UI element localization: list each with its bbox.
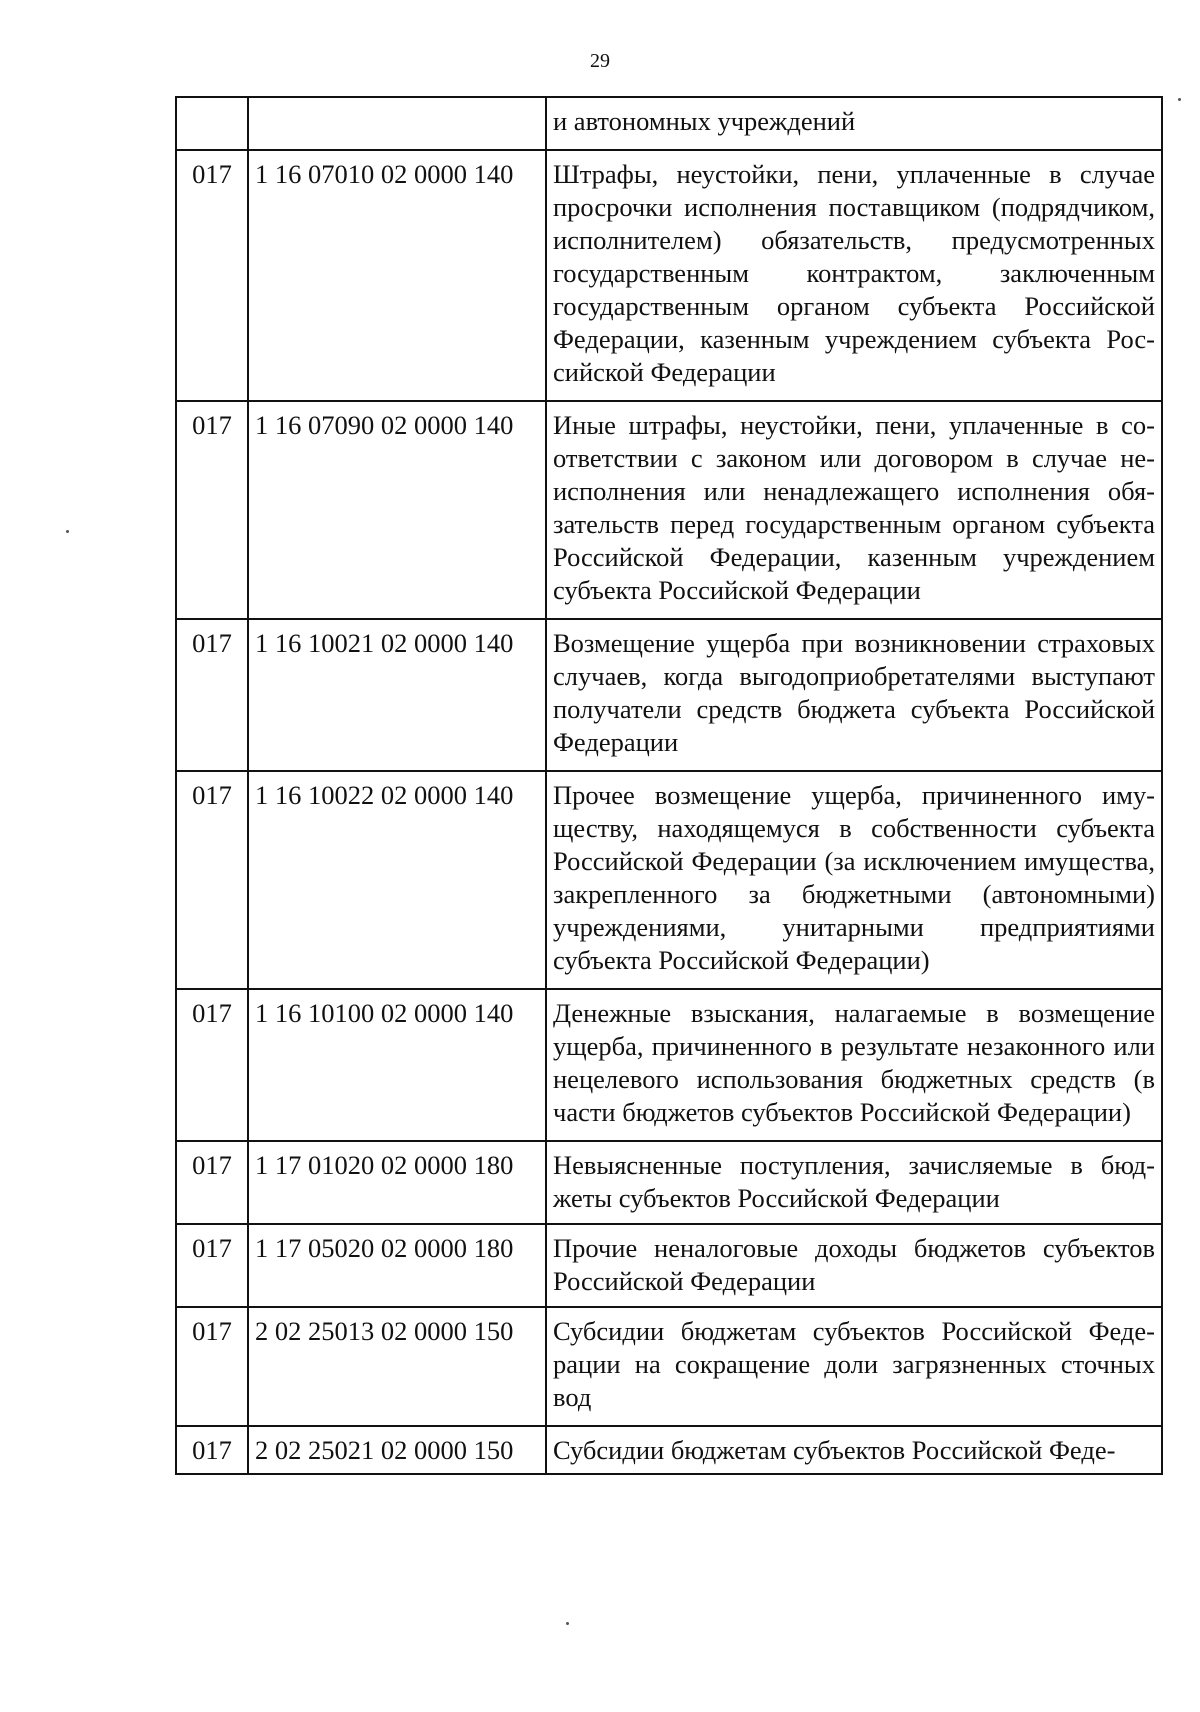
admin-code-cell: 017 bbox=[176, 1426, 248, 1474]
description-cell: Денежные взыскания, налагаемые в возмещение ущерба, причиненного в результате незаконного или нецелевого использования бюджетных средств (в части бюджетов субъектов Российской Федерации) bbox=[546, 989, 1162, 1141]
table-row bbox=[176, 771, 1162, 989]
table-row bbox=[176, 1307, 1162, 1426]
income-code-cell: 1 17 05020 02 0000 180 bbox=[248, 1224, 546, 1307]
page-number: 29 bbox=[590, 50, 610, 72]
income-code-cell: 2 02 25013 02 0000 150 bbox=[248, 1307, 546, 1426]
scan-speck bbox=[66, 530, 69, 533]
income-code-cell: 1 16 10021 02 0000 140 bbox=[248, 619, 546, 771]
income-code-cell: 2 02 25021 02 0000 150 bbox=[248, 1426, 546, 1474]
description-cell: Субсидии бюджетам субъектов Российской Федерации на сокращение доли загрязненных сточных вод bbox=[546, 1307, 1162, 1426]
income-code-cell: 1 16 10100 02 0000 140 bbox=[248, 989, 546, 1141]
admin-code-cell: 017 bbox=[176, 150, 248, 401]
admin-code-cell: 017 bbox=[176, 1141, 248, 1224]
description-cell: Прочие неналоговые доходы бюджетов субъектов Российской Федерации bbox=[546, 1224, 1162, 1307]
scan-speck bbox=[566, 1622, 569, 1625]
income-code-cell: 1 16 10022 02 0000 140 bbox=[248, 771, 546, 989]
admin-code-cell: 017 bbox=[176, 989, 248, 1141]
description-cell: Штрафы, неустойки, пени, уплаченные в случае просрочки исполнения поставщиком (подрядчиком, исполнителем) обязательств, предусмотренных государственным контрактом, заключенным государственным органом субъекта Российской Федерации, казенным учреждением субъекта Российской Федерации bbox=[546, 150, 1162, 401]
description-cell: Субсидии бюджетам субъектов Российской Феде- bbox=[546, 1426, 1162, 1474]
admin-code-cell bbox=[176, 97, 248, 150]
table-row bbox=[176, 989, 1162, 1141]
admin-code-cell: 017 bbox=[176, 771, 248, 989]
table-row bbox=[176, 1224, 1162, 1307]
description-cell: Прочее возмещение ущерба, причиненного имуществу, находящемуся в собственности субъекта Российской Федерации (за исключением имущества, закрепленного за бюджетными (автономными) учреждениями, унитарными предприятиями субъекта Российской Федерации) bbox=[546, 771, 1162, 989]
income-code-cell: 1 17 01020 02 0000 180 bbox=[248, 1141, 546, 1224]
description-cell: и автономных учреждений bbox=[546, 97, 1162, 150]
table-row bbox=[176, 97, 1162, 150]
income-code-cell: 1 16 07010 02 0000 140 bbox=[248, 150, 546, 401]
table-row bbox=[176, 401, 1162, 619]
income-code-cell: 1 16 07090 02 0000 140 bbox=[248, 401, 546, 619]
admin-code-cell: 017 bbox=[176, 1224, 248, 1307]
table-row bbox=[176, 619, 1162, 771]
income-code-cell bbox=[248, 97, 546, 150]
table-row bbox=[176, 1141, 1162, 1224]
description-cell: Невыясненные поступления, зачисляемые в бюджеты субъектов Российской Федерации bbox=[546, 1141, 1162, 1224]
scan-speck bbox=[1178, 98, 1181, 101]
table-row bbox=[176, 150, 1162, 401]
description-cell: Возмещение ущерба при возникновении страховых случаев, когда выгодоприобретателями выступают получатели средств бюджета субъекта Российской Федерации bbox=[546, 619, 1162, 771]
table-row bbox=[176, 1426, 1162, 1474]
description-cell: Иные штрафы, неустойки, пени, уплаченные в соответствии с законом или договором в случае неисполнения или ненадлежащего исполнения обязательств перед государственным органом субъекта Российской Федерации, казенным учреждением субъекта Российской Федерации bbox=[546, 401, 1162, 619]
admin-code-cell: 017 bbox=[176, 619, 248, 771]
admin-code-cell: 017 bbox=[176, 1307, 248, 1426]
budget-classification-table bbox=[175, 96, 1163, 1475]
admin-code-cell: 017 bbox=[176, 401, 248, 619]
